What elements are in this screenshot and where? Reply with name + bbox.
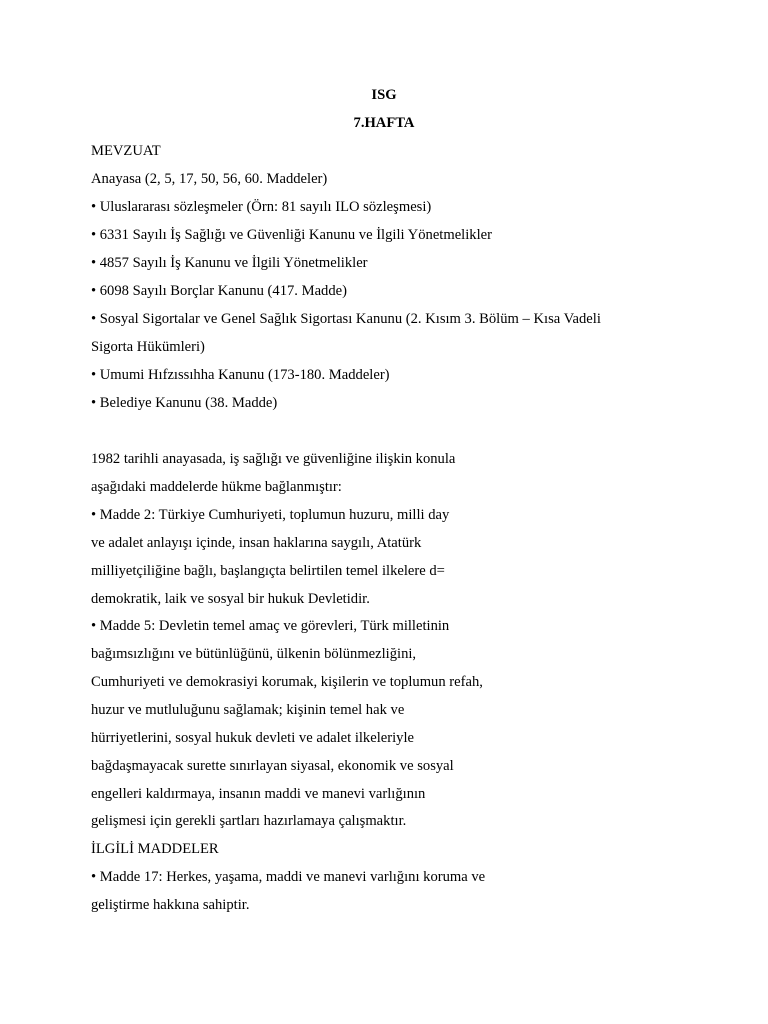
bullet-item: • 6098 Sayılı Borçlar Kanunu (417. Madde) [91, 283, 347, 299]
bullet-item: • 6331 Sayılı İş Sağlığı ve Güvenliği Kanunu ve İlgili Yönetmelikler [91, 227, 492, 243]
bullet-item: • Madde 2: Türkiye Cumhuriyeti, toplumun huzuru, milli day [91, 507, 450, 523]
paragraph-line: aşağıdaki maddelerde hükme bağlanmıştır: [91, 479, 342, 495]
document-subtitle: 7.HAFTA [353, 115, 415, 131]
paragraph-line: geliştirme hakkına sahiptir. [91, 897, 250, 913]
bullet-item: • 4857 Sayılı İş Kanunu ve İlgili Yönetmelikler [91, 255, 368, 271]
document-title: ISG [371, 87, 397, 103]
bullet-item: • Uluslararası sözleşmeler (Örn: 81 sayılı ILO sözleşmesi) [91, 199, 432, 215]
text-line: Anayasa (2, 5, 17, 50, 56, 60. Maddeler) [91, 171, 328, 187]
text-line: Sigorta Hükümleri) [91, 339, 205, 355]
bullet-item: • Belediye Kanunu (38. Madde) [91, 395, 278, 411]
section-heading-mevzuat: MEVZUAT [91, 143, 161, 159]
bullet-item: • Madde 17: Herkes, yaşama, maddi ve manevi varlığını koruma ve [91, 869, 486, 885]
bullet-item: • Madde 5: Devletin temel amaç ve görevleri, Türk milletinin [91, 618, 450, 634]
paragraph-line: 1982 tarihli anayasada, iş sağlığı ve güvenliğine ilişkin konula [91, 451, 456, 467]
paragraph-line: bağdaşmayacak surette sınırlayan siyasal, ekonomik ve sosyal [91, 758, 454, 774]
paragraph-line: Cumhuriyeti ve demokrasiyi korumak, kişilerin ve toplumun refah, [91, 674, 483, 690]
bullet-item: • Umumi Hıfzıssıhha Kanunu (173-180. Maddeler) [91, 367, 390, 383]
paragraph-line: ve adalet anlayışı içinde, insan haklarına saygılı, Atatürk [91, 535, 422, 551]
paragraph-line: milliyetçiliğine bağlı, başlangıçta belirtilen temel ilkelere d= [91, 563, 445, 579]
paragraph-line: hürriyetlerini, sosyal hukuk devleti ve adalet ilkeleriyle [91, 730, 414, 746]
paragraph-line: bağımsızlığını ve bütünlüğünü, ülkenin bölünmezliğini, [91, 646, 417, 662]
section-heading-ilgili-maddeler: İLGİLİ MADDELER [91, 841, 219, 857]
paragraph-line: huzur ve mutluluğunu sağlamak; kişinin temel hak ve [91, 702, 405, 718]
paragraph-line: engelleri kaldırmaya, insanın maddi ve manevi varlığının [91, 786, 426, 802]
paragraph-line: gelişmesi için gerekli şartları hazırlamaya çalışmaktır. [91, 813, 407, 829]
bullet-item: • Sosyal Sigortalar ve Genel Sağlık Sigortası Kanunu (2. Kısım 3. Bölüm – Kısa Vadeli [91, 311, 601, 327]
paragraph-line: demokratik, laik ve sosyal bir hukuk Devletidir. [91, 591, 370, 607]
